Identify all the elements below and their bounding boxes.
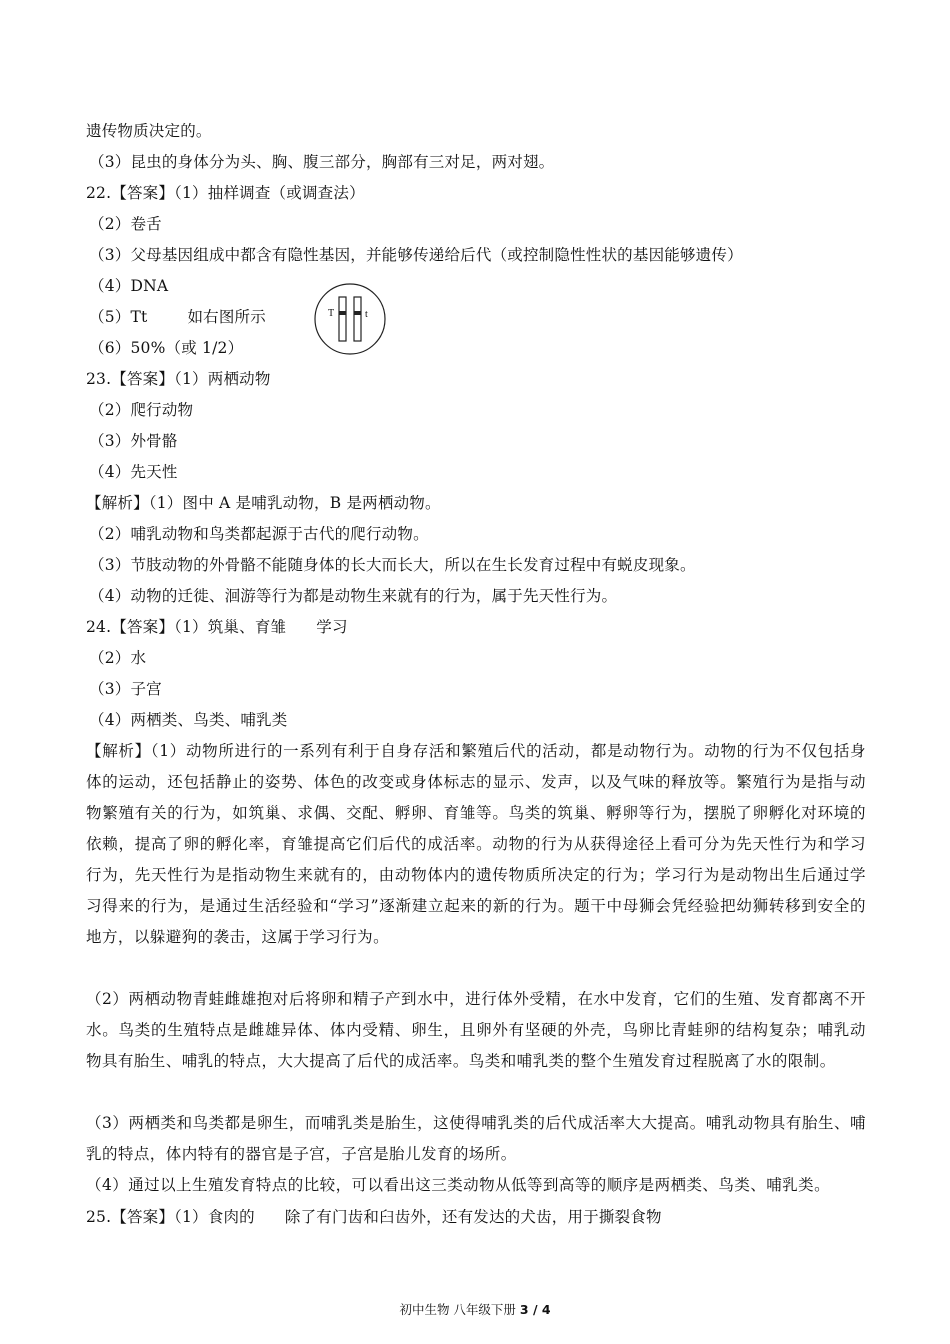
q23-explanation-4: （4）动物的迁徙、洄游等行为都是动物生来就有的行为，属于先天性行为。 [89,587,618,605]
q24-answer-2: （2）水 [89,649,147,667]
page-footer [0,1300,950,1318]
gene-label-t: t [365,309,368,320]
q22-answer-5 [89,307,266,327]
q25-answer-heading [86,1207,662,1227]
q24-explanation-1: 【解析】（1）动物所进行的一系列有利于自身存活和繁殖后代的活动，都是动物行为。动物的行为不仅包括身体的运动，还包括静止的姿势、体色的改变或身体标志的显示、发声，以及气味的释放等。繁殖行为是指与动物繁殖有关的行为，如筑巢、求偶、交配、孵卵、育雏等。鸟类的筑巢、孵卵等行为，摆脱了卵孵化对环境的依赖，提高了卵的孵化率，育雏提高它们后代的成活率。动物的行为从获得途径上看可分为先天性行为和学习行为，先天性行为是指动物生来就有的，由动物体内的遗传物质所决定的行为；学习行为是动物出生后通过学习得来的行为，是通过生活经验和“学习”逐渐建立起来的新的行为。题干中母狮会凭经验把幼狮转移到安全的地方，以躲避狗的袭击，这属于学习行为。 [86,742,866,946]
q22-answer-4: （4）DNA [89,277,169,295]
q22-answer-heading: 22.【答案】（1）抽样调查（或调查法） [86,184,365,202]
q25-answer-1b: 除了有门齿和臼齿外，还有发达的犬齿，用于撕裂食物 [284,1208,662,1226]
q24-explanation-3: （3）两栖类和鸟类都是卵生，而哺乳类是胎生，这使得哺乳类的后代成活率大大提高。哺乳动物具有胎生、哺乳的特点，体内特有的器官是子宫，子宫是胎儿发育的场所。 [86,1114,866,1163]
q24-answer-4: （4）两栖类、鸟类、哺乳类 [89,711,288,729]
gene-band-left [339,311,346,315]
chromosome-diagram [313,282,387,356]
q24-explanation-2: （2）两栖动物青蛙雌雄抱对后将卵和精子产到水中，进行体外受精，在水中发育，它们的生殖、发育都离不开水。鸟类的生殖特点是雌雄异体、体内受精、卵生，且卵外有坚硬的外壳，鸟卵比青蛙卵的结构复杂；哺乳动物具有胎生、哺乳的特点，大大提高了后代的成活率。鸟类和哺乳类的整个生殖发育过程脱离了水的限制。 [86,990,866,1070]
gene-label-T: T [328,308,335,319]
q23-explanation-2: （2）哺乳动物和鸟类都起源于古代的爬行动物。 [89,525,429,543]
q24-answer-3: （3）子宫 [89,680,162,698]
q22-answer-6: （6）50%（或 1/2） [89,339,244,357]
page-number: 3 / 4 [519,1302,551,1317]
q23-answer-heading: 23.【答案】（1）两栖动物 [86,370,271,388]
q23-answer-4: （4）先天性 [89,463,178,481]
q22-answer-5-genotype: （5）Tt [89,308,148,326]
footer-subject: 初中生物 八年级下册 [399,1302,520,1317]
q23-explanation-3: （3）节肢动物的外骨骼不能随身体的长大而长大，所以在生长发育过程中有蜕皮现象。 [89,556,696,574]
q24-answer-1b: 学习 [316,618,348,636]
chromosome-left [339,297,346,341]
q24-answer-heading [86,617,348,637]
q23-explanation-1: 【解析】（1）图中 A 是哺乳动物，B 是两栖动物。 [86,494,441,512]
q23-answer-3: （3）外骨骼 [89,432,178,450]
q22-answer-3: （3）父母基因组成中都含有隐性基因，并能够传递给后代（或控制隐性性状的基因能够遗传） [89,246,743,264]
q22-answer-5-note: 如右图所示 [187,308,266,326]
text-line: （3）昆虫的身体分为头、胸、腹三部分，胸部有三对足，两对翅。 [89,153,555,171]
q24-answer-1: 24.【答案】（1）筑巢、育雏 [86,618,287,636]
q22-answer-2: （2）卷舌 [89,215,162,233]
text-line: 遗传物质决定的。 [86,122,212,140]
q25-answer-1: 25.【答案】（1）食肉的 [86,1208,255,1226]
q23-answer-2: （2）爬行动物 [89,401,194,419]
chromosome-right [354,297,361,341]
cell-outline [315,284,385,354]
gene-band-right [354,311,361,315]
q24-explanation-4: （4）通过以上生殖发育特点的比较，可以看出这三类动物从低等到高等的顺序是两栖类、鸟类、哺乳类。 [86,1176,831,1194]
